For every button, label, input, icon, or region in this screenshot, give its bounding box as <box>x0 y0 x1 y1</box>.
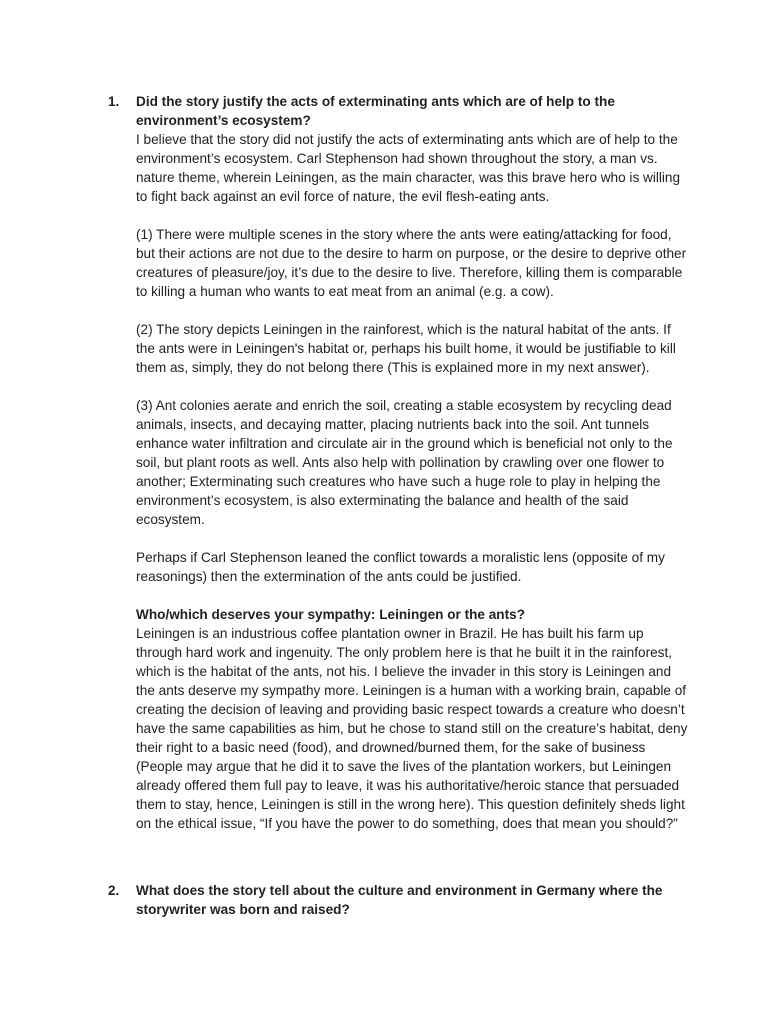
question-body <box>136 881 688 919</box>
sub-answer-paragraph: Leiningen is an industrious coffee plantation owner in Brazil. He has built his farm up through hard work and ingenuity. The only problem here is that he built it in the rainforest, which is the habitat of the ants, not his. I believe the invader in this story is Leiningen and the ants deserve my sympathy more. Leiningen is a human with a working brain, capable of creating the decision of leaving and providing basic respect towards a creature who doesn’t have the same capabilities as him, but he chose to stand still on the creature’s habitat, deny their right to a basic need (food), and drowned/burned them, for the sake of business (People may argue that he did it to save the lives of the plantation workers, but Leiningen already offered them full pay to leave, it was his authoritative/heroic stance that persuaded them to stay, hence, Leiningen is still in the wrong here). This question definitely sheds light on the ethical issue, “If you have the power to do something, does that mean you should?” <box>136 626 688 831</box>
sub-question-heading: Who/which deserves your sympathy: Leiningen or the ants? <box>136 607 526 622</box>
question-heading: What does the story tell about the culture and environment in Germany where the storywriter was born and raised? <box>136 883 663 917</box>
question-number: 2. <box>108 883 120 898</box>
question-heading: Did the story justify the acts of exterminating ants which are of help to the environment’s ecosystem? <box>136 94 615 128</box>
answer-paragraph: Perhaps if Carl Stephenson leaned the conflict towards a moralistic lens (opposite of my reasonings) then the extermination of the ants could be justified. <box>136 550 665 584</box>
answer-paragraph: I believe that the story did not justify the acts of exterminating ants which are of help to the environment’s ecosystem. Carl Stephenson had shown throughout the story, a man vs. nature theme, wherein Leiningen, as the main character, was this brave hero who is willing to fight back against an evil force of nature, the evil flesh-eating ants. <box>136 132 681 204</box>
question-number: 1. <box>108 94 120 109</box>
question-item-1 <box>108 92 688 833</box>
question-item-2 <box>108 881 688 919</box>
answer-paragraph: (1) There were multiple scenes in the story where the ants were eating/attacking for food, but their actions are not due to the desire to harm on purpose, or the desire to deprive other creatures of pleasure/joy, it’s due to the desire to live. Therefore, killing them is comparable to killing a human who wants to eat meat from an animal (e.g. a cow). <box>136 227 687 299</box>
question-body <box>136 92 688 833</box>
answer-paragraph: (2) The story depicts Leiningen in the rainforest, which is the natural habitat of the ants. If the ants were in Leiningen's habitat or, perhaps his built home, it would be justifiable to kill them as, simply, they do not belong there (This is explained more in my next answer). <box>136 322 676 375</box>
answer-paragraph: (3) Ant colonies aerate and enrich the soil, creating a stable ecosystem by recycling dead animals, insects, and decaying matter, placing nutrients back into the soil. Ant tunnels enhance water infiltration and circulate air in the ground which is beneficial not only to the soil, but plant roots as well. Ants also help with pollination by crawling over one flower to another; Exterminating such creatures who have such a huge role to play in helping the environment’s ecosystem, is also exterminating the balance and health of the said ecosystem. <box>136 398 673 527</box>
